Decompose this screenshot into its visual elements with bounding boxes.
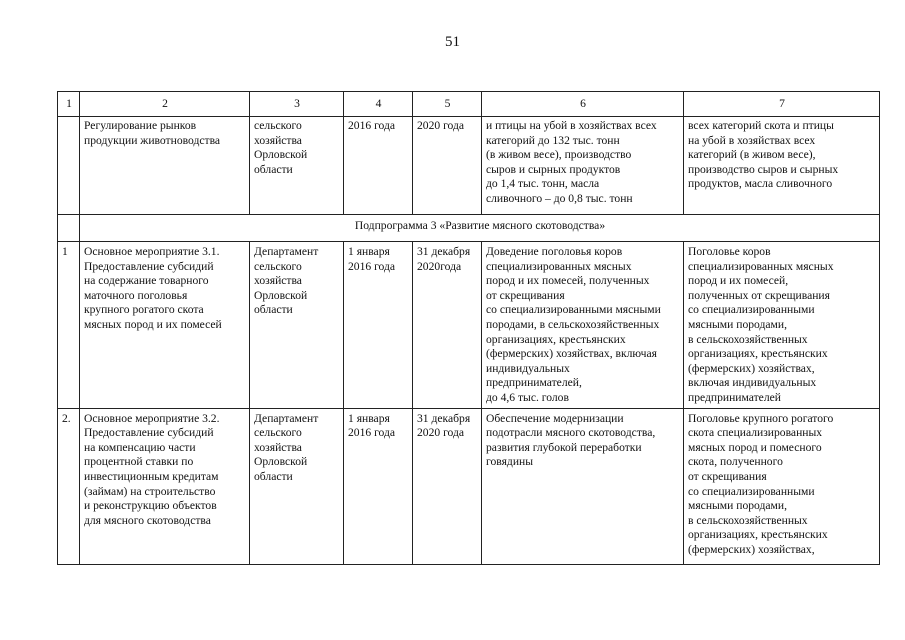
start-date-cell: 1 января 2016 года — [344, 408, 413, 564]
header-cell-2: 2 — [80, 92, 250, 117]
start-date-cell: 1 января 2016 года — [344, 242, 413, 409]
row-number-cell: 1 — [58, 242, 80, 409]
indicator-cell: Поголовье крупного рогатого скота специализированных мясных пород и помесного скота, полученного от скрещивания со специализированными мясными породами, в сельскохозяйственных организациях, крестьянских (фермерских) хозяйствах, — [684, 408, 880, 564]
end-date-cell: 2020 года — [413, 117, 482, 215]
measure-name-cell: Основное мероприятие 3.2. Предоставление субсидий на компенсацию части процентной ставки по инвестиционным кредитам (займам) на строительство и реконструкцию объектов для мясного скотоводства — [80, 408, 250, 564]
table-row — [58, 242, 880, 409]
row-number-cell — [58, 117, 80, 215]
page-number: 51 — [445, 34, 460, 50]
table-header-row — [58, 92, 880, 117]
table-row-continuation — [58, 117, 880, 215]
row-number-cell: 2. — [58, 408, 80, 564]
indicator-cell: Поголовье коров специализированных мясных пород и их помесей, полученных от скрещивания со специализированными мясными породами, в сельскохозяйственных организациях, крестьянских (фермерских) хозяйствах, включая индивидуальных предпринимателей — [684, 242, 880, 409]
executor-cell: сельского хозяйства Орловской области — [250, 117, 344, 215]
header-cell-6: 6 — [482, 92, 684, 117]
indicator-cell: всех категорий скота и птицы на убой в хозяйствах всех категорий (в живом весе), производство сыров и сырных продуктов, масла сливочного — [684, 117, 880, 215]
measure-name-cell: Регулирование рынков продукции животноводства — [80, 117, 250, 215]
header-cell-4: 4 — [344, 92, 413, 117]
subprogram-title: Подпрограмма 3 «Развитие мясного скотоводства» — [80, 215, 880, 242]
executor-cell: Департамент сельского хозяйства Орловской области — [250, 408, 344, 564]
measure-name-cell: Основное мероприятие 3.1. Предоставление субсидий на содержание товарного маточного поголовья крупного рогатого скота мясных пород и их помесей — [80, 242, 250, 409]
program-table — [57, 91, 880, 565]
executor-cell: Департамент сельского хозяйства Орловской области — [250, 242, 344, 409]
header-cell-7: 7 — [684, 92, 880, 117]
expected-result-cell: Обеспечение модернизации подотрасли мясного скотоводства, развития глубокой переработки говядины — [482, 408, 684, 564]
header-cell-1: 1 — [58, 92, 80, 117]
end-date-cell: 31 декабря 2020 года — [413, 408, 482, 564]
table-row — [58, 408, 880, 564]
expected-result-cell: и птицы на убой в хозяйствах всех категорий до 132 тыс. тонн (в живом весе), производство сыров и сырных продуктов до 1,4 тыс. тонн, масла сливочного – до 0,8 тыс. тонн — [482, 117, 684, 215]
expected-result-cell: Доведение поголовья коров специализированных мясных пород и их помесей, полученных от скрещивания со специализированными мясными породами, в сельскохозяйственных организациях, крестьянских (фермерских) хозяйствах, включая индивидуальных предпринимателей, до 4,6 тыс. голов — [482, 242, 684, 409]
subprogram-empty-cell — [58, 215, 80, 242]
start-date-cell: 2016 года — [344, 117, 413, 215]
header-cell-3: 3 — [250, 92, 344, 117]
end-date-cell: 31 декабря 2020года — [413, 242, 482, 409]
header-cell-5: 5 — [413, 92, 482, 117]
subprogram-row — [58, 215, 880, 242]
